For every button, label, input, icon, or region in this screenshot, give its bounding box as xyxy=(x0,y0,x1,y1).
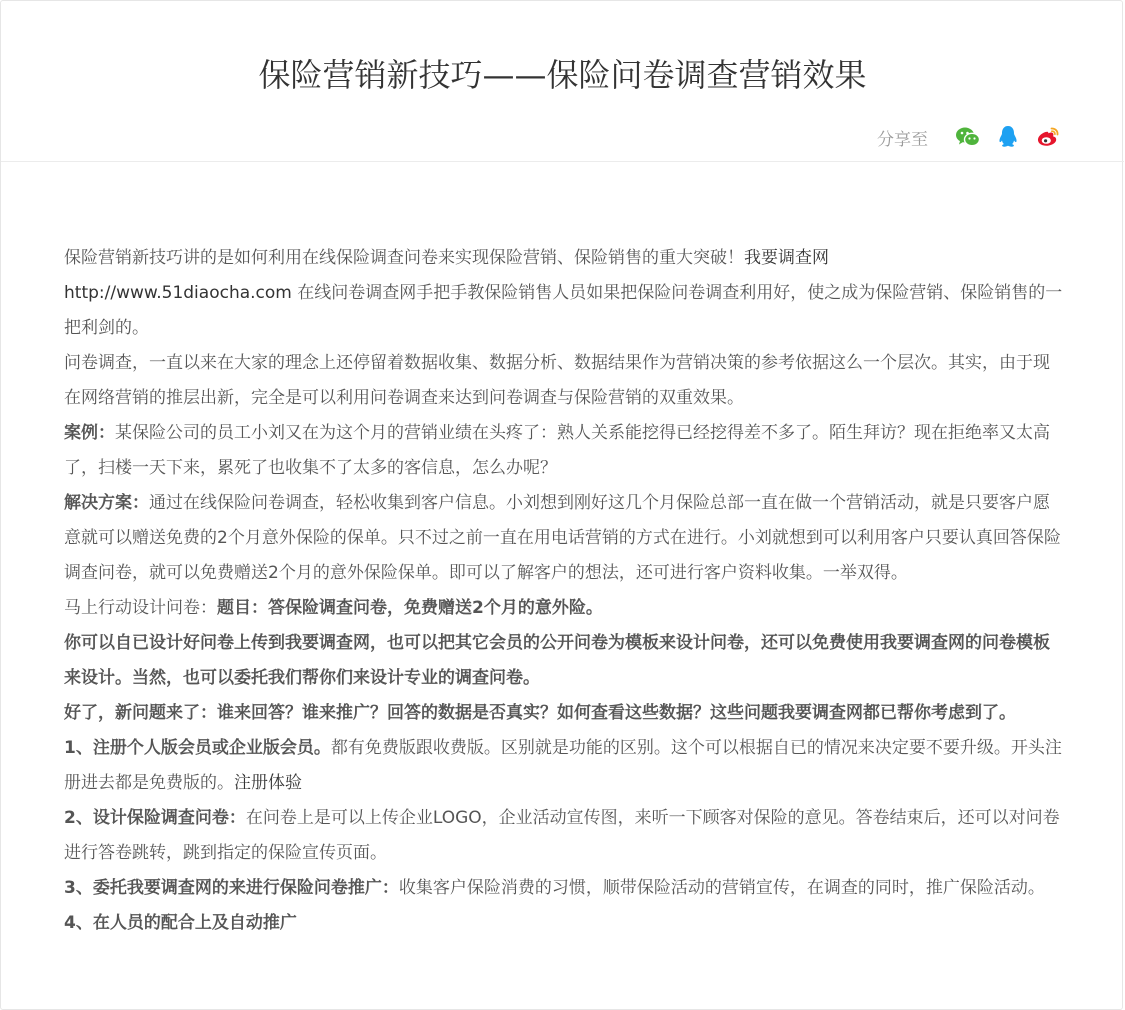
paragraph-case xyxy=(64,416,1064,486)
article-header xyxy=(1,1,1124,162)
design-options-text: 你可以自已设计好问卷上传到我要调查网，也可以把其它会员的公开问卷为模板来设计问卷，还可以免费使用我要调查网的问卷模板来设计。当然，也可以委托我们帮你们来设计专业的调查问卷。 xyxy=(64,633,1050,688)
share-bar xyxy=(877,121,1062,153)
action-text: 马上行动设计问卷： xyxy=(64,598,217,618)
paragraph-step-2 xyxy=(64,801,1064,871)
wechat-icon[interactable] xyxy=(954,123,982,151)
paragraph-survey-concept: 问卷调查，一直以来在大家的理念上还停留着数据收集、数据分析、数据结果作为营销决策的参考依据这么一个层次。其实，由于现在网络营销的推层出新，完全是可以利用问卷调查来达到问卷调查与保险营销的双重效果。 xyxy=(64,353,1050,408)
page-title: 保险营销新技巧——保险问卷调查营销效果 xyxy=(258,56,867,94)
qq-icon[interactable] xyxy=(994,123,1022,151)
action-topic: 题目：答保险调查问卷，免费赠送2个月的意外险。 xyxy=(217,598,603,618)
paragraph-solution xyxy=(64,486,1064,591)
solution-label: 解决方案： xyxy=(64,493,149,513)
step-2-label: 2、设计保险调查问卷： xyxy=(64,808,246,828)
step-2-text: 在问卷上是可以上传企业LOGO，企业活动宣传图，来听一下顾客对保险的意见。答卷结束后，还可以对问卷进行答卷跳转，跳到指定的保险宣传页面。 xyxy=(64,808,1060,863)
paragraph-step-3 xyxy=(64,871,1064,906)
site-link[interactable]: 我要调查网 xyxy=(744,248,829,268)
new-questions-text: 好了，新问题来了：谁来回答？谁来推广？回答的数据是否真实？如何查看这些数据？这些问题我要调查网都已帮你考虑到了。 xyxy=(64,703,1016,723)
register-link[interactable]: 注册体验 xyxy=(234,773,302,793)
paragraph-intro xyxy=(64,241,1064,346)
weibo-icon[interactable] xyxy=(1034,123,1062,151)
step-3-label: 3、委托我要调查网的来进行保险问卷推广： xyxy=(64,878,399,898)
share-label: 分享至 xyxy=(877,129,928,150)
solution-text: 通过在线保险问卷调查，轻松收集到客户信息。小刘想到刚好这几个月保险总部一直在做一个营销活动，就是只要客户愿意就可以赠送免费的2个月意外保险的保单。只不过之前一直在用电话营销的方式在进行。小刘就想到可以利用客户只要认真回答保险调查问卷，就可以免费赠送2个月的意外保险保单。即可以了解客户的想法，还可进行客户资料收集。一举双得。 xyxy=(64,493,1061,583)
intro-text: 保险营销新技巧讲的是如何利用在线保险调查问卷来实现保险营销、保险销售的重大突破！ xyxy=(64,248,744,268)
case-text: 某保险公司的员工小刘又在为这个月的营销业绩在头疼了：熟人关系能挖得已经挖得差不多了。陌生拜访？现在拒绝率又太高了，扫楼一天下来，累死了也收集不了太多的客信息，怎么办呢？ xyxy=(64,423,1050,478)
paragraph-action xyxy=(64,591,1064,626)
step-4-label: 4、在人员的配合上及自动推广 xyxy=(64,913,297,933)
paragraph-step-1 xyxy=(64,731,1064,801)
case-label: 案例： xyxy=(64,423,115,443)
paragraph-step-4 xyxy=(64,906,1064,941)
step-3-text: 收集客户保险消费的习惯，顺带保险活动的营销宣传，在调查的同时，推广保险活动。 xyxy=(398,878,1045,898)
paragraph-new-questions xyxy=(64,696,1064,731)
article-body xyxy=(64,241,1064,941)
step-1-text: 都有免费版跟收费版。区别就是功能的区别。这个可以根据自已的情况来决定要不要升级。开头注册进去都是免费版的。 xyxy=(64,738,1062,793)
paragraph-design-options xyxy=(64,626,1064,696)
site-url[interactable]: http://www.51diaocha.com xyxy=(64,283,292,303)
step-1-label: 1、注册个人版会员或企业版会员。 xyxy=(64,738,331,758)
intro-text-continued: 在线问卷调查网手把手教保险销售人员如果把保险问卷调查利用好，使之成为保险营销、保险销售的一把利剑的。 xyxy=(64,283,1063,338)
